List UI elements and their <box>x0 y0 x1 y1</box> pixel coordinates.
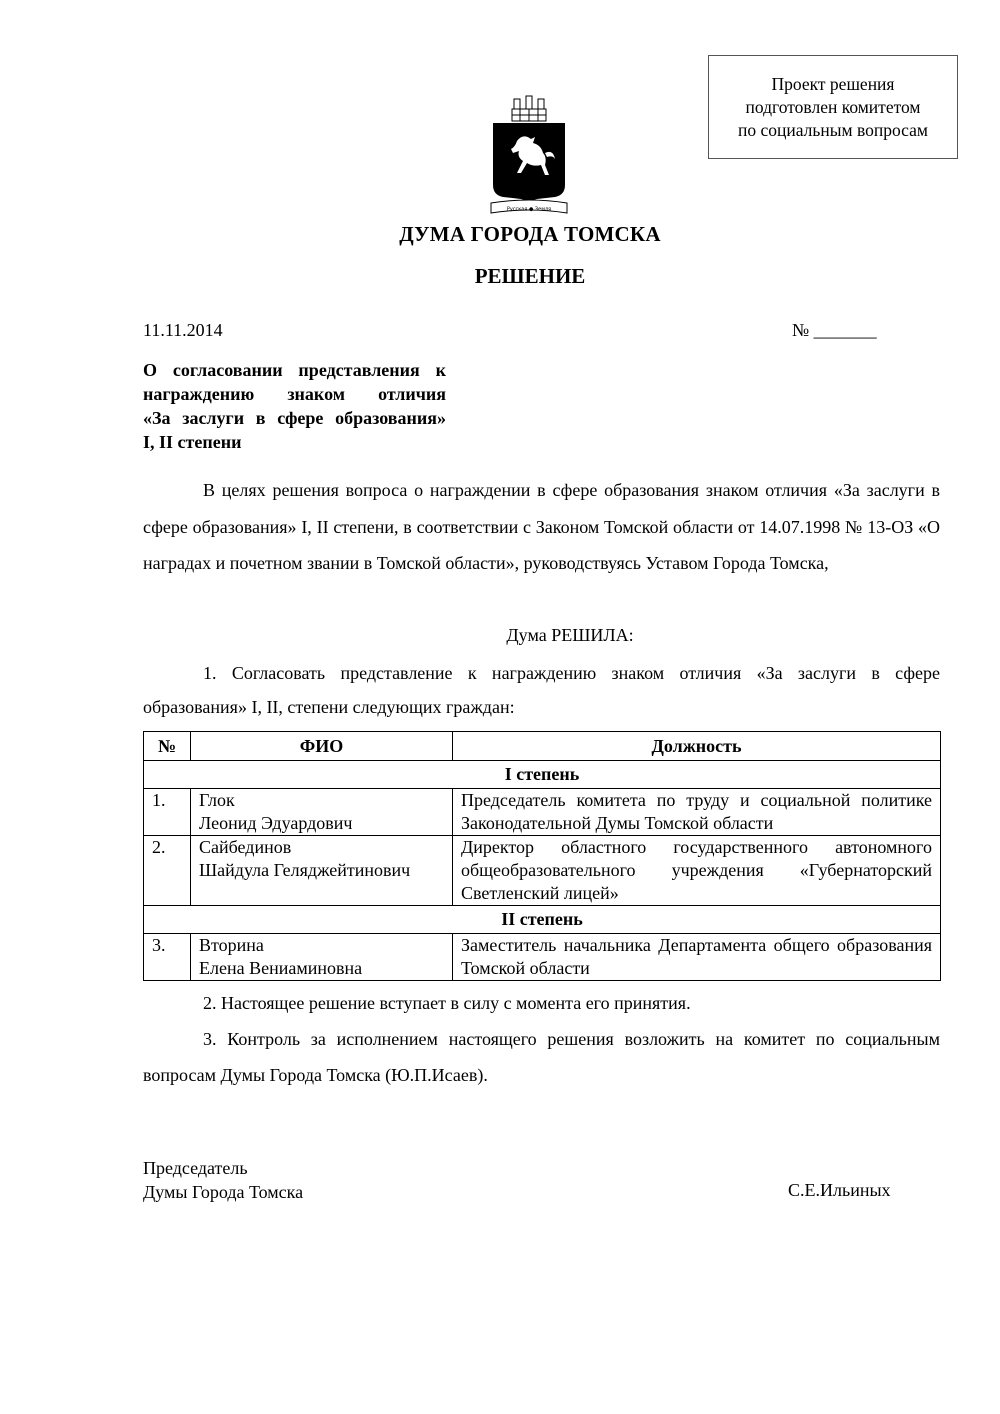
document-date: 11.11.2014 <box>143 320 223 340</box>
table-row <box>144 836 941 906</box>
awardees-table <box>143 731 941 981</box>
preamble-paragraph <box>143 472 940 582</box>
ribbon-motto: Русская ● Земля <box>506 206 552 213</box>
fio-name: Шайдула Геляджейтинович <box>199 860 411 880</box>
stamp-line: Проект решения <box>771 73 895 94</box>
item-2-paragraph <box>143 987 940 1019</box>
group-row <box>144 906 941 934</box>
resolved-heading: Дума РЕШИЛА: <box>506 625 634 645</box>
signatory-title-line: Думы Города Томска <box>143 1182 304 1202</box>
draft-stamp-box <box>708 55 958 159</box>
fio-surname: Сайбединов <box>199 837 292 857</box>
group-title: I степень <box>144 761 941 789</box>
item-3-text: 3. Контроль за исполнением настоящего решения возложить на комитет по социальным вопросам Думы Города Томска (Ю.П.Исаев). <box>143 1029 940 1085</box>
signatory-title <box>143 1156 303 1204</box>
subject-line: награждению знаком отличия <box>143 384 446 404</box>
signatory-title-line: Председатель <box>143 1158 248 1178</box>
row-number: 3. <box>144 934 191 981</box>
row-position: Заместитель начальника Департамента общего образования Томской области <box>453 934 941 981</box>
item-2-text: 2. Настоящее решение вступает в силу с момента его принятия. <box>203 993 691 1013</box>
organization-title: ДУМА ГОРОДА ТОМСКА <box>399 222 661 246</box>
item-1-text: 1. Согласовать представление к награждению знаком отличия «За заслуги в сфере образования» I, II, степени следующих граждан: <box>143 663 940 717</box>
table-header-row <box>144 732 941 761</box>
fio-name: Елена Вениаминовна <box>199 958 363 978</box>
fio-name: Леонид Эдуардович <box>199 813 353 833</box>
subject-line: I, II степени <box>143 432 242 452</box>
row-fio <box>191 934 453 981</box>
row-position: Председатель комитета по труду и социальной политике Законодательной Думы Томской области <box>453 789 941 836</box>
group-title: II степень <box>144 906 941 934</box>
fio-surname: Вторина <box>199 935 264 955</box>
row-number: 2. <box>144 836 191 906</box>
fio-surname: Глок <box>199 790 235 810</box>
row-fio <box>191 836 453 906</box>
column-header-position: Должность <box>453 732 941 761</box>
signatory-name: С.Е.Ильиных <box>788 1180 891 1200</box>
document-number: № _______ <box>792 320 877 340</box>
column-header-fio: ФИО <box>191 732 453 761</box>
subject-line: О согласовании представления к <box>143 360 446 380</box>
subject-line: «За заслуги в сфере образования» <box>143 408 446 428</box>
column-header-number: № <box>144 732 191 761</box>
stamp-line: подготовлен комитетом <box>745 96 921 117</box>
stamp-line: по социальным вопросам <box>738 119 928 140</box>
group-row <box>144 761 941 789</box>
tomsk-coat-of-arms-icon <box>487 93 571 221</box>
row-position: Директор областного государственного автономного общеобразовательного учреждения «Губернаторский Светленский лицей» <box>453 836 941 906</box>
item-3-paragraph <box>143 1021 940 1093</box>
row-number: 1. <box>144 789 191 836</box>
table-row <box>144 789 941 836</box>
document-subject <box>143 358 446 454</box>
item-1-paragraph <box>143 656 940 724</box>
table-row <box>144 934 941 981</box>
row-fio <box>191 789 453 836</box>
preamble-text: В целях решения вопроса о награждении в сфере образования знаком отличия «За заслуги в сфере образования» I, II степени, в соответствии с Законом Томской области от 14.07.1998 № 13-ОЗ «О наградах и почетном звании в Томской области», руководствуясь Уставом Города Томска, <box>143 480 940 573</box>
document-type: РЕШЕНИЕ <box>474 264 586 288</box>
